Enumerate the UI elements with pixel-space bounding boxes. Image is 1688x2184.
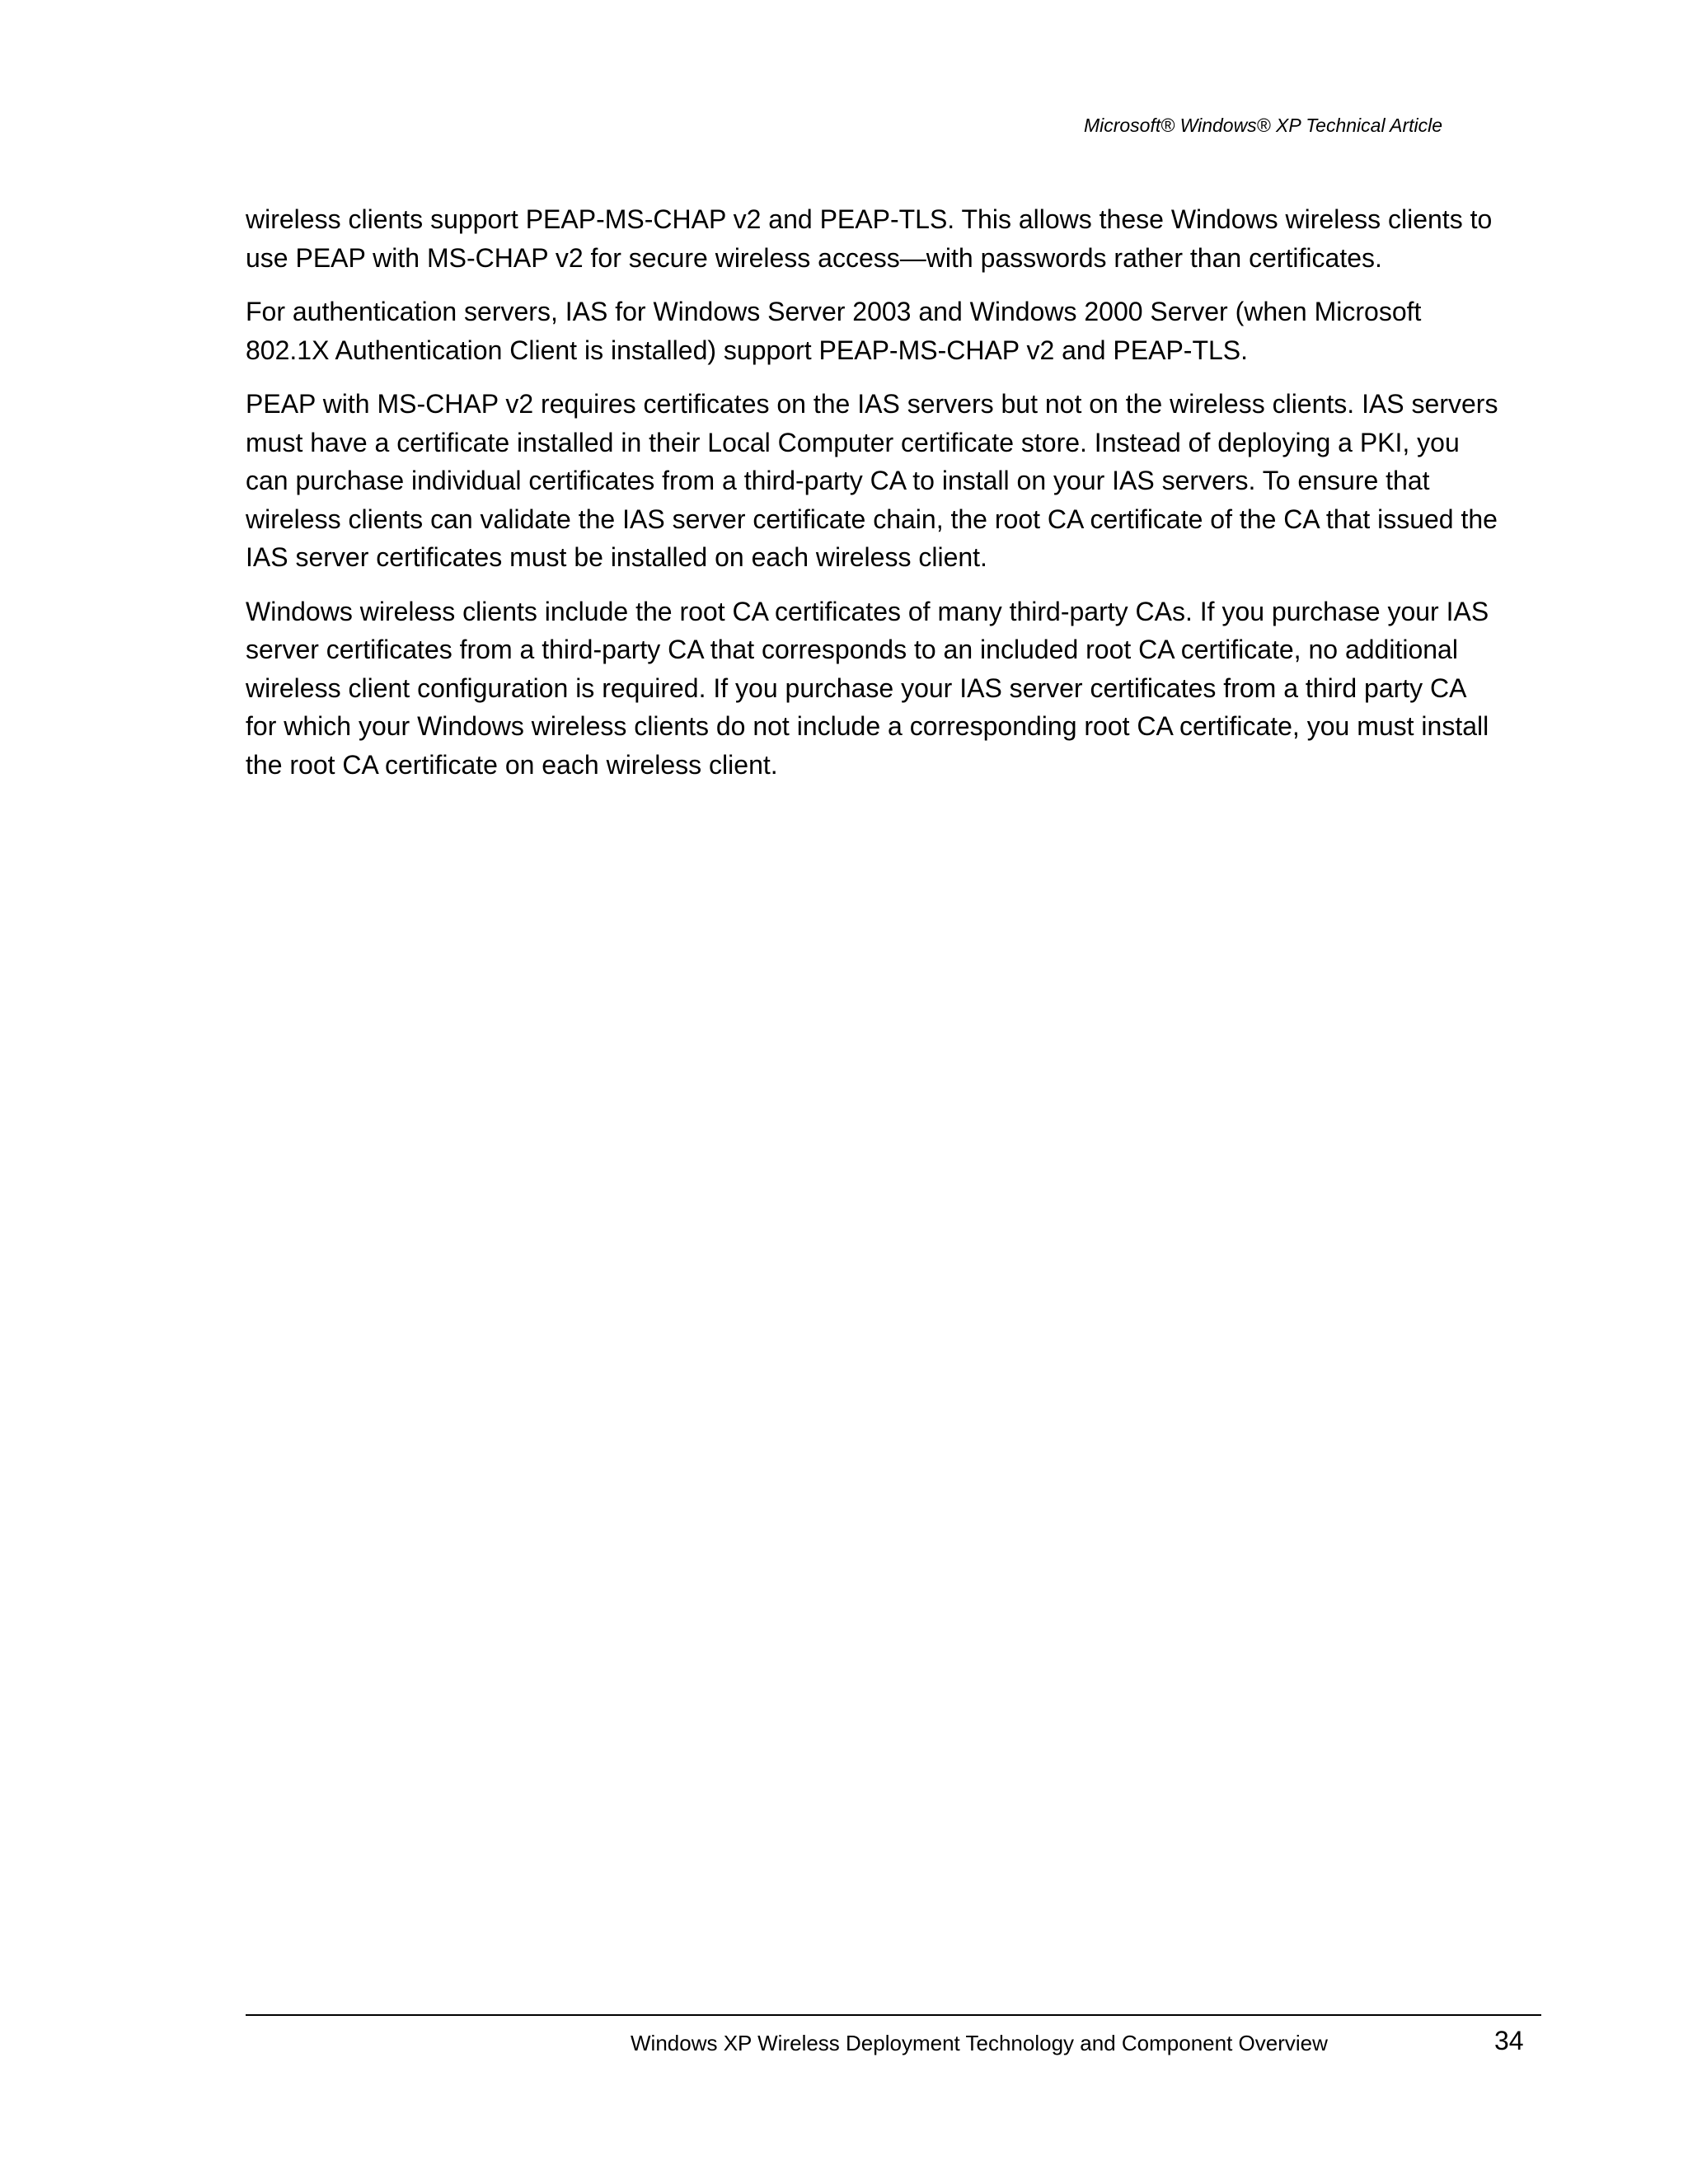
footer-document-title: Windows XP Wireless Deployment Technology and Component Overview <box>631 2031 1328 2055</box>
paragraph-peap-client-support: wireless clients support PEAP-MS-CHAP v2 and PEAP-TLS. This allows these Windows wireless clients to use PEAP with MS-CHAP v2 for secure wireless access—with passwords rather than certificates. <box>246 204 1493 273</box>
page-number: 34 <box>1494 2026 1524 2055</box>
body-text <box>246 200 1498 799</box>
running-header: Microsoft® Windows® XP Technical Article <box>1083 115 1442 136</box>
paragraph-peap-mschap-certificates: PEAP with MS-CHAP v2 requires certificates on the IAS servers but not on the wireless clients. IAS servers must have a certificate installed in their Local Computer certificate store. Instead of deploying a PKI, you can purchase individual certificates from a third-party CA to install on your IAS servers. To ensure that wireless clients can validate the IAS server certificate chain, the root CA certificate of the CA that issued the IAS server certificates must be installed on each wireless client. <box>246 389 1498 572</box>
footer-divider <box>246 2014 1541 2016</box>
paragraph-root-ca-certificates: Windows wireless clients include the root CA certificates of many third-party CAs. If you purchase your IAS server certificates from a third-party CA that corresponds to an included root CA certificate, no additional wireless client configuration is required. If you purchase your IAS server certificates from a third party CA for which your Windows wireless clients do not include a corresponding root CA certificate, you must install the root CA certificate on each wireless client. <box>246 596 1489 780</box>
paragraph-authentication-servers: For authentication servers, IAS for Windows Server 2003 and Windows 2000 Server (when Microsoft 802.1X Authentication Client is installed) support PEAP-MS-CHAP v2 and PEAP-TLS. <box>246 297 1422 365</box>
